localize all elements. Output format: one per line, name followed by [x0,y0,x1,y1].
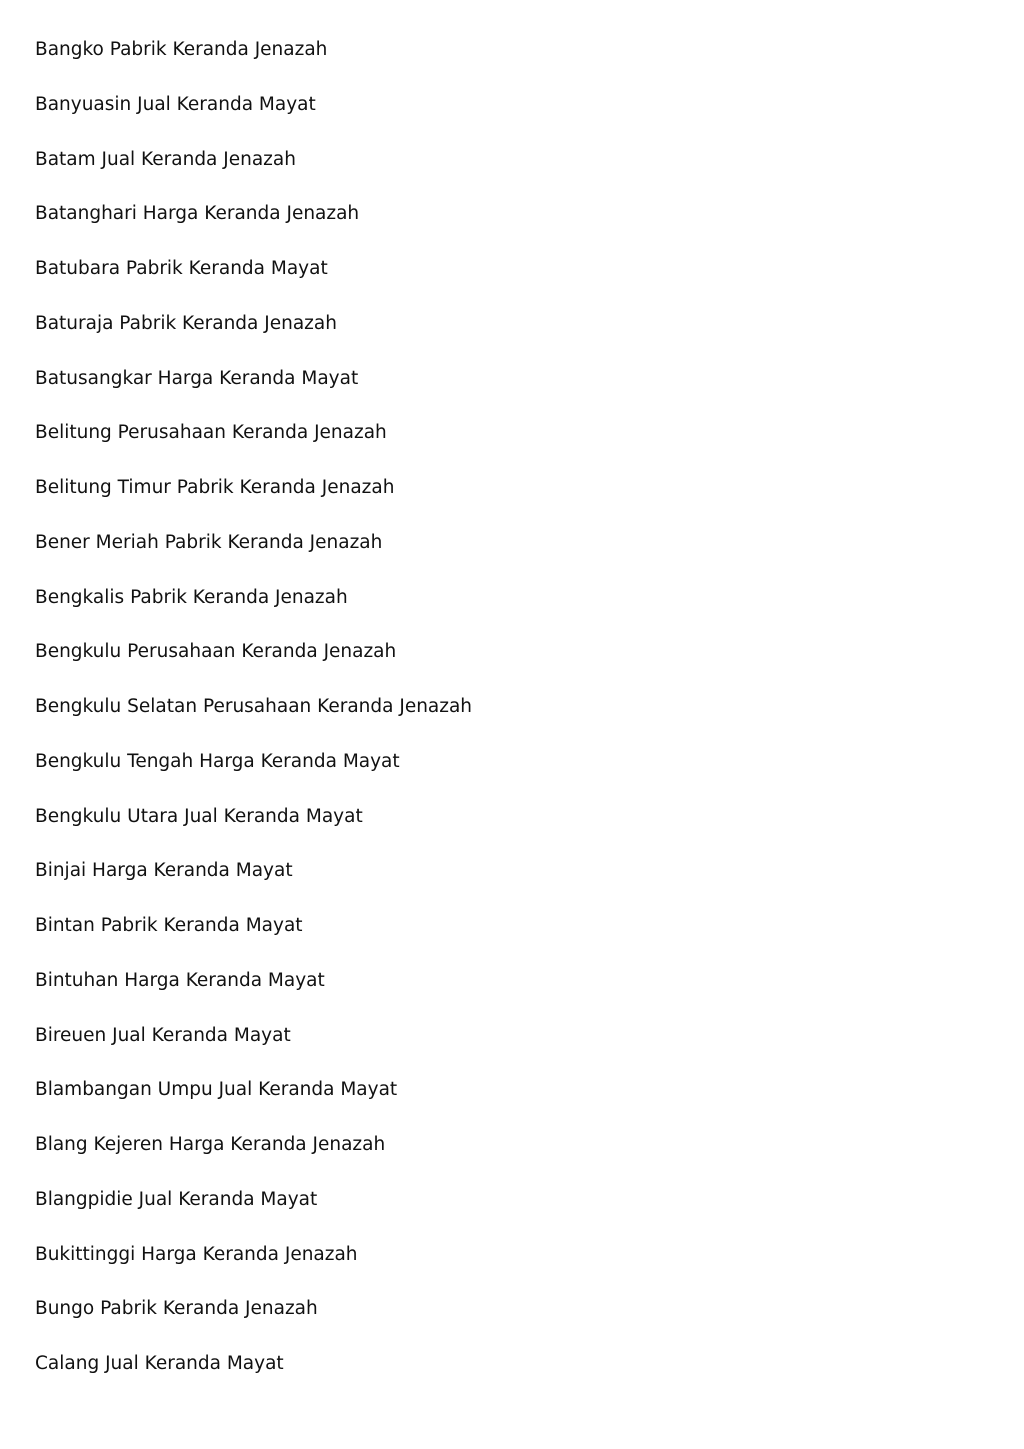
list-item: Bintan Pabrik Keranda Mayat [35,915,303,936]
list-item: Banyuasin Jual Keranda Mayat [35,93,316,115]
list-item: Bireuen Jual Keranda Mayat [35,1024,291,1046]
list-item: Blangpidie Jual Keranda Mayat [35,1188,318,1210]
list-item: Blambangan Umpu Jual Keranda Mayat [35,1079,398,1101]
list-item: Bangko Pabrik Keranda Jenazah [35,39,328,60]
list-item: Batubara Pabrik Keranda Mayat [35,258,328,279]
list-item: Belitung Timur Pabrik Keranda Jenazah [35,477,395,498]
list-item: Batam Jual Keranda Jenazah [35,148,296,170]
list-item: Bengkulu Perusahaan Keranda Jenazah [35,641,397,663]
list-item: Bukittinggi Harga Keranda Jenazah [35,1243,358,1265]
location-list [35,37,975,1406]
list-item: Binjai Harga Keranda Mayat [35,860,293,882]
list-item: Bengkulu Selatan Perusahaan Keranda Jenazah [35,696,473,717]
list-item: Bener Meriah Pabrik Keranda Jenazah [35,531,383,553]
list-item: Belitung Perusahaan Keranda Jenazah [35,422,387,444]
list-item: Bengkulu Utara Jual Keranda Mayat [35,805,363,827]
list-item: Bengkalis Pabrik Keranda Jenazah [35,586,348,608]
list-item: Batanghari Harga Keranda Jenazah [35,203,360,225]
list-item: Baturaja Pabrik Keranda Jenazah [35,312,337,334]
list-item: Calang Jual Keranda Mayat [35,1353,284,1374]
list-item: Batusangkar Harga Keranda Mayat [35,367,359,389]
list-item: Blang Kejeren Harga Keranda Jenazah [35,1134,386,1155]
list-item: Bengkulu Tengah Harga Keranda Mayat [35,750,400,772]
list-item: Bungo Pabrik Keranda Jenazah [35,1298,318,1320]
list-item: Bintuhan Harga Keranda Mayat [35,969,325,991]
